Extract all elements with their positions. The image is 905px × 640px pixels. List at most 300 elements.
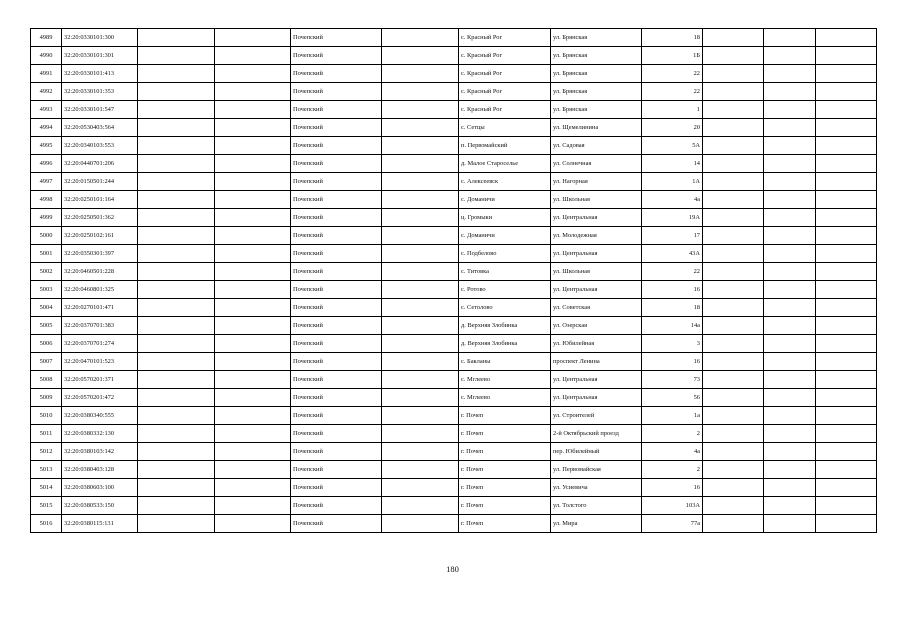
cell-empty xyxy=(138,479,215,497)
cell-empty xyxy=(215,443,291,461)
cell-empty xyxy=(703,461,764,479)
cell-empty xyxy=(764,83,816,101)
cell-empty xyxy=(764,227,816,245)
cell-cadastral-number: 32:20:0250101:164 xyxy=(62,191,138,209)
cell-empty xyxy=(816,299,877,317)
cell-locality: д. Малое Староселье xyxy=(459,155,551,173)
table-row xyxy=(31,317,877,335)
cell-empty xyxy=(215,119,291,137)
cell-cadastral-number: 32:20:0350301:397 xyxy=(62,245,138,263)
cell-locality: г. Почеп xyxy=(459,443,551,461)
cell-empty xyxy=(382,443,459,461)
cell-empty xyxy=(816,155,877,173)
cell-empty xyxy=(703,263,764,281)
cell-empty xyxy=(816,137,877,155)
cell-empty xyxy=(764,155,816,173)
cell-empty xyxy=(816,281,877,299)
cell-house-number: 22 xyxy=(642,65,703,83)
table-row xyxy=(31,353,877,371)
cell-house-number: 56 xyxy=(642,389,703,407)
cell-empty xyxy=(382,29,459,47)
cell-street: ул. Нагорная xyxy=(551,173,642,191)
cell-empty xyxy=(764,299,816,317)
cell-record-number: 4999 xyxy=(31,209,62,227)
cell-empty xyxy=(382,479,459,497)
cell-street: ул. Советская xyxy=(551,299,642,317)
cell-house-number: 77а xyxy=(642,515,703,533)
cell-district: Почепский xyxy=(291,155,382,173)
cell-empty xyxy=(138,263,215,281)
cell-street: ул. Брянская xyxy=(551,65,642,83)
cell-cadastral-number: 32:20:0380332:130 xyxy=(62,425,138,443)
cell-cadastral-number: 32:20:0570201:371 xyxy=(62,371,138,389)
cell-street: пер. Юбилейный xyxy=(551,443,642,461)
cell-empty xyxy=(138,389,215,407)
cell-street: ул. Брянская xyxy=(551,29,642,47)
cell-record-number: 5002 xyxy=(31,263,62,281)
cell-empty xyxy=(215,209,291,227)
table-row xyxy=(31,425,877,443)
cell-cadastral-number: 32:20:0150501:244 xyxy=(62,173,138,191)
cell-empty xyxy=(138,515,215,533)
cell-locality: д. Верхняя Злобинка xyxy=(459,317,551,335)
cell-empty xyxy=(138,281,215,299)
cell-locality: с. Ротово xyxy=(459,281,551,299)
cell-empty xyxy=(382,371,459,389)
cell-street: ул. Строителей xyxy=(551,407,642,425)
cell-empty xyxy=(382,461,459,479)
cell-cadastral-number: 32:20:0380533:150 xyxy=(62,497,138,515)
cell-empty xyxy=(764,191,816,209)
cell-empty xyxy=(764,101,816,119)
cell-empty xyxy=(703,119,764,137)
cell-empty xyxy=(703,317,764,335)
cell-house-number: 14 xyxy=(642,155,703,173)
cell-empty xyxy=(816,389,877,407)
cell-empty xyxy=(138,227,215,245)
table-row xyxy=(31,137,877,155)
cell-street: ул. Усиевича xyxy=(551,479,642,497)
cell-empty xyxy=(764,29,816,47)
cell-record-number: 5004 xyxy=(31,299,62,317)
cell-empty xyxy=(816,101,877,119)
cell-house-number: 103А xyxy=(642,497,703,515)
cell-locality: с. Красный Рог xyxy=(459,47,551,65)
cell-cadastral-number: 32:20:0380115:131 xyxy=(62,515,138,533)
cell-street: ул. Солнечная xyxy=(551,155,642,173)
cell-empty xyxy=(138,317,215,335)
cell-empty xyxy=(703,425,764,443)
cell-record-number: 5015 xyxy=(31,497,62,515)
cell-street: ул. Молодежная xyxy=(551,227,642,245)
cell-empty xyxy=(703,497,764,515)
cell-empty xyxy=(816,497,877,515)
cell-locality: г. Почеп xyxy=(459,515,551,533)
cell-cadastral-number: 32:20:0270101:471 xyxy=(62,299,138,317)
cell-cadastral-number: 32:20:0250102:161 xyxy=(62,227,138,245)
cell-locality: с. Красный Рог xyxy=(459,29,551,47)
cell-empty xyxy=(816,173,877,191)
table-row xyxy=(31,263,877,281)
cell-locality: с. Доманичи xyxy=(459,191,551,209)
cell-locality: г. Почеп xyxy=(459,479,551,497)
cell-street: ул. Брянская xyxy=(551,47,642,65)
cell-record-number: 4994 xyxy=(31,119,62,137)
cell-empty xyxy=(816,317,877,335)
table-row xyxy=(31,83,877,101)
cell-district: Почепский xyxy=(291,263,382,281)
cell-house-number: 5А xyxy=(642,137,703,155)
cell-record-number: 5009 xyxy=(31,389,62,407)
cell-empty xyxy=(215,191,291,209)
cell-empty xyxy=(764,479,816,497)
cell-house-number: 18 xyxy=(642,299,703,317)
cell-empty xyxy=(138,461,215,479)
cell-house-number: 16 xyxy=(642,479,703,497)
cell-house-number: 73 xyxy=(642,371,703,389)
cell-street: ул. Центральная xyxy=(551,209,642,227)
table-row xyxy=(31,209,877,227)
cell-street: ул. Садовая xyxy=(551,137,642,155)
cell-empty xyxy=(215,389,291,407)
cell-empty xyxy=(138,335,215,353)
cell-district: Почепский xyxy=(291,317,382,335)
registry-table xyxy=(30,28,877,533)
cell-cadastral-number: 32:20:0330101:547 xyxy=(62,101,138,119)
cell-empty xyxy=(816,209,877,227)
cell-empty xyxy=(816,227,877,245)
cell-district: Почепский xyxy=(291,353,382,371)
cell-empty xyxy=(215,353,291,371)
cell-empty xyxy=(215,245,291,263)
cell-empty xyxy=(703,101,764,119)
cell-street: ул. Школьная xyxy=(551,263,642,281)
cell-empty xyxy=(703,335,764,353)
table-row xyxy=(31,155,877,173)
cell-district: Почепский xyxy=(291,137,382,155)
cell-empty xyxy=(764,353,816,371)
cell-district: Почепский xyxy=(291,479,382,497)
cell-district: Почепский xyxy=(291,281,382,299)
cell-empty xyxy=(138,83,215,101)
cell-empty xyxy=(764,47,816,65)
cell-cadastral-number: 32:20:0370701:383 xyxy=(62,317,138,335)
cell-empty xyxy=(215,47,291,65)
cell-record-number: 5013 xyxy=(31,461,62,479)
cell-empty xyxy=(382,155,459,173)
table-row xyxy=(31,479,877,497)
cell-record-number: 4993 xyxy=(31,101,62,119)
cell-empty xyxy=(764,281,816,299)
cell-empty xyxy=(138,371,215,389)
cell-empty xyxy=(138,65,215,83)
cell-empty xyxy=(382,425,459,443)
cell-street: ул. Брянская xyxy=(551,101,642,119)
cell-locality: г. Почеп xyxy=(459,407,551,425)
cell-empty xyxy=(382,299,459,317)
cell-empty xyxy=(816,443,877,461)
cell-empty xyxy=(764,137,816,155)
cell-empty xyxy=(764,461,816,479)
cell-record-number: 4997 xyxy=(31,173,62,191)
cell-locality: с. Мглеево xyxy=(459,371,551,389)
cell-empty xyxy=(816,371,877,389)
cell-record-number: 5003 xyxy=(31,281,62,299)
cell-district: Почепский xyxy=(291,227,382,245)
cell-empty xyxy=(816,119,877,137)
cell-street: ул. Щемелинина xyxy=(551,119,642,137)
cell-cadastral-number: 32:20:0570201:472 xyxy=(62,389,138,407)
cell-house-number: 17 xyxy=(642,227,703,245)
cell-empty xyxy=(382,281,459,299)
cell-cadastral-number: 32:20:0330101:300 xyxy=(62,29,138,47)
cell-empty xyxy=(816,29,877,47)
cell-empty xyxy=(703,137,764,155)
cell-street: ул. Юбилейная xyxy=(551,335,642,353)
cell-empty xyxy=(382,47,459,65)
cell-empty xyxy=(215,155,291,173)
cell-district: Почепский xyxy=(291,119,382,137)
cell-street: ул. Мира xyxy=(551,515,642,533)
cell-record-number: 5001 xyxy=(31,245,62,263)
cell-empty xyxy=(138,425,215,443)
cell-empty xyxy=(215,461,291,479)
cell-cadastral-number: 32:20:0330101:413 xyxy=(62,65,138,83)
cell-street: ул. Школьная xyxy=(551,191,642,209)
table-row xyxy=(31,281,877,299)
table-body xyxy=(31,29,877,533)
cell-cadastral-number: 32:20:0380340:555 xyxy=(62,407,138,425)
cell-street: проспект Ленина xyxy=(551,353,642,371)
cell-empty xyxy=(764,425,816,443)
cell-empty xyxy=(138,137,215,155)
cell-empty xyxy=(764,335,816,353)
cell-empty xyxy=(215,407,291,425)
cell-empty xyxy=(703,353,764,371)
cell-empty xyxy=(703,173,764,191)
cell-locality: с. Мглеево xyxy=(459,389,551,407)
cell-district: Почепский xyxy=(291,65,382,83)
cell-empty xyxy=(138,101,215,119)
cell-locality: с. Красный Рог xyxy=(459,101,551,119)
cell-locality: с. Красный Рог xyxy=(459,83,551,101)
cell-cadastral-number: 32:20:0380603:100 xyxy=(62,479,138,497)
cell-empty xyxy=(215,101,291,119)
cell-street: ул. Центральная xyxy=(551,389,642,407)
cell-empty xyxy=(764,119,816,137)
cell-empty xyxy=(138,119,215,137)
table-row xyxy=(31,65,877,83)
cell-empty xyxy=(382,497,459,515)
cell-empty xyxy=(764,263,816,281)
cell-empty xyxy=(703,155,764,173)
cell-empty xyxy=(138,155,215,173)
cell-empty xyxy=(215,425,291,443)
cell-cadastral-number: 32:20:0530403:564 xyxy=(62,119,138,137)
cell-record-number: 5006 xyxy=(31,335,62,353)
cell-house-number: 3 xyxy=(642,335,703,353)
cell-empty xyxy=(703,245,764,263)
cell-empty xyxy=(816,47,877,65)
cell-empty xyxy=(703,65,764,83)
cell-empty xyxy=(816,515,877,533)
cell-empty xyxy=(382,227,459,245)
cell-locality: с. Подбелово xyxy=(459,245,551,263)
cell-empty xyxy=(215,227,291,245)
page-number: 180 xyxy=(446,564,459,574)
cell-empty xyxy=(382,119,459,137)
cell-empty xyxy=(138,209,215,227)
cell-empty xyxy=(816,191,877,209)
cell-empty xyxy=(215,515,291,533)
cell-locality: с. Сетцы xyxy=(459,119,551,137)
cell-district: Почепский xyxy=(291,101,382,119)
cell-record-number: 5007 xyxy=(31,353,62,371)
cell-street: ул. Брянская xyxy=(551,83,642,101)
table-row xyxy=(31,227,877,245)
cell-empty xyxy=(215,335,291,353)
cell-empty xyxy=(138,353,215,371)
cell-house-number: 19А xyxy=(642,209,703,227)
cell-empty xyxy=(703,371,764,389)
cell-empty xyxy=(764,389,816,407)
cell-empty xyxy=(138,173,215,191)
cell-district: Почепский xyxy=(291,461,382,479)
cell-locality: д. Верхняя Злобинка xyxy=(459,335,551,353)
cell-locality: ц. Громыки xyxy=(459,209,551,227)
cell-house-number: 2 xyxy=(642,425,703,443)
cell-empty xyxy=(215,371,291,389)
cell-empty xyxy=(215,497,291,515)
cell-cadastral-number: 32:20:0250501:362 xyxy=(62,209,138,227)
cell-empty xyxy=(764,245,816,263)
table-row xyxy=(31,299,877,317)
cell-record-number: 5010 xyxy=(31,407,62,425)
cell-house-number: 43А xyxy=(642,245,703,263)
cell-district: Почепский xyxy=(291,209,382,227)
cell-empty xyxy=(703,389,764,407)
cell-house-number: 16 xyxy=(642,353,703,371)
cell-empty xyxy=(764,371,816,389)
cell-empty xyxy=(703,299,764,317)
cell-cadastral-number: 32:20:0340103:553 xyxy=(62,137,138,155)
cell-record-number: 4995 xyxy=(31,137,62,155)
table-row xyxy=(31,29,877,47)
cell-empty xyxy=(703,443,764,461)
cell-empty xyxy=(703,227,764,245)
cell-empty xyxy=(703,515,764,533)
cell-empty xyxy=(764,173,816,191)
cell-house-number: 20 xyxy=(642,119,703,137)
cell-empty xyxy=(382,389,459,407)
cell-empty xyxy=(138,443,215,461)
cell-district: Почепский xyxy=(291,299,382,317)
cell-empty xyxy=(764,65,816,83)
cell-empty xyxy=(703,407,764,425)
cell-empty xyxy=(764,497,816,515)
cell-locality: с. Красный Рог xyxy=(459,65,551,83)
cell-cadastral-number: 32:20:0440701:206 xyxy=(62,155,138,173)
cell-empty xyxy=(764,209,816,227)
cell-empty xyxy=(215,299,291,317)
cell-empty xyxy=(382,515,459,533)
cell-empty xyxy=(703,209,764,227)
table-row xyxy=(31,47,877,65)
cell-record-number: 4996 xyxy=(31,155,62,173)
table-row xyxy=(31,497,877,515)
table-row xyxy=(31,461,877,479)
cell-district: Почепский xyxy=(291,47,382,65)
cell-record-number: 5012 xyxy=(31,443,62,461)
cell-record-number: 5000 xyxy=(31,227,62,245)
cell-house-number: 1 xyxy=(642,101,703,119)
cell-cadastral-number: 32:20:0460501:228 xyxy=(62,263,138,281)
cell-empty xyxy=(215,263,291,281)
cell-cadastral-number: 32:20:0370701:274 xyxy=(62,335,138,353)
cell-empty xyxy=(382,191,459,209)
cell-record-number: 4990 xyxy=(31,47,62,65)
cell-district: Почепский xyxy=(291,407,382,425)
cell-empty xyxy=(703,47,764,65)
cell-empty xyxy=(215,29,291,47)
cell-empty xyxy=(382,83,459,101)
table-row xyxy=(31,101,877,119)
table-row xyxy=(31,335,877,353)
cell-empty xyxy=(382,245,459,263)
cell-empty xyxy=(382,137,459,155)
cell-house-number: 1Б xyxy=(642,47,703,65)
cell-empty xyxy=(382,335,459,353)
cell-empty xyxy=(215,281,291,299)
cell-house-number: 16 xyxy=(642,281,703,299)
cell-district: Почепский xyxy=(291,335,382,353)
cell-district: Почепский xyxy=(291,515,382,533)
cell-empty xyxy=(382,263,459,281)
cell-street: ул. Первомайская xyxy=(551,461,642,479)
table-row xyxy=(31,173,877,191)
table-row xyxy=(31,389,877,407)
table-row xyxy=(31,191,877,209)
table-row xyxy=(31,443,877,461)
cell-empty xyxy=(138,245,215,263)
cell-empty xyxy=(703,29,764,47)
cell-house-number: 1А xyxy=(642,173,703,191)
cell-empty xyxy=(764,407,816,425)
cell-record-number: 5008 xyxy=(31,371,62,389)
cell-empty xyxy=(382,101,459,119)
cell-empty xyxy=(764,515,816,533)
cell-empty xyxy=(382,209,459,227)
cell-cadastral-number: 32:20:0330101:301 xyxy=(62,47,138,65)
cell-district: Почепский xyxy=(291,245,382,263)
cell-district: Почепский xyxy=(291,389,382,407)
cell-empty xyxy=(816,407,877,425)
cell-cadastral-number: 32:20:0460801:325 xyxy=(62,281,138,299)
cell-empty xyxy=(816,335,877,353)
table-row xyxy=(31,119,877,137)
cell-empty xyxy=(382,353,459,371)
cell-empty xyxy=(215,317,291,335)
cell-locality: с. Титовка xyxy=(459,263,551,281)
cell-house-number: 4а xyxy=(642,191,703,209)
cell-house-number: 14а xyxy=(642,317,703,335)
cell-cadastral-number: 32:20:0380103:142 xyxy=(62,443,138,461)
cell-house-number: 18 xyxy=(642,29,703,47)
cell-empty xyxy=(382,173,459,191)
cell-empty xyxy=(138,299,215,317)
cell-empty xyxy=(215,83,291,101)
cell-street: ул. Озерская xyxy=(551,317,642,335)
